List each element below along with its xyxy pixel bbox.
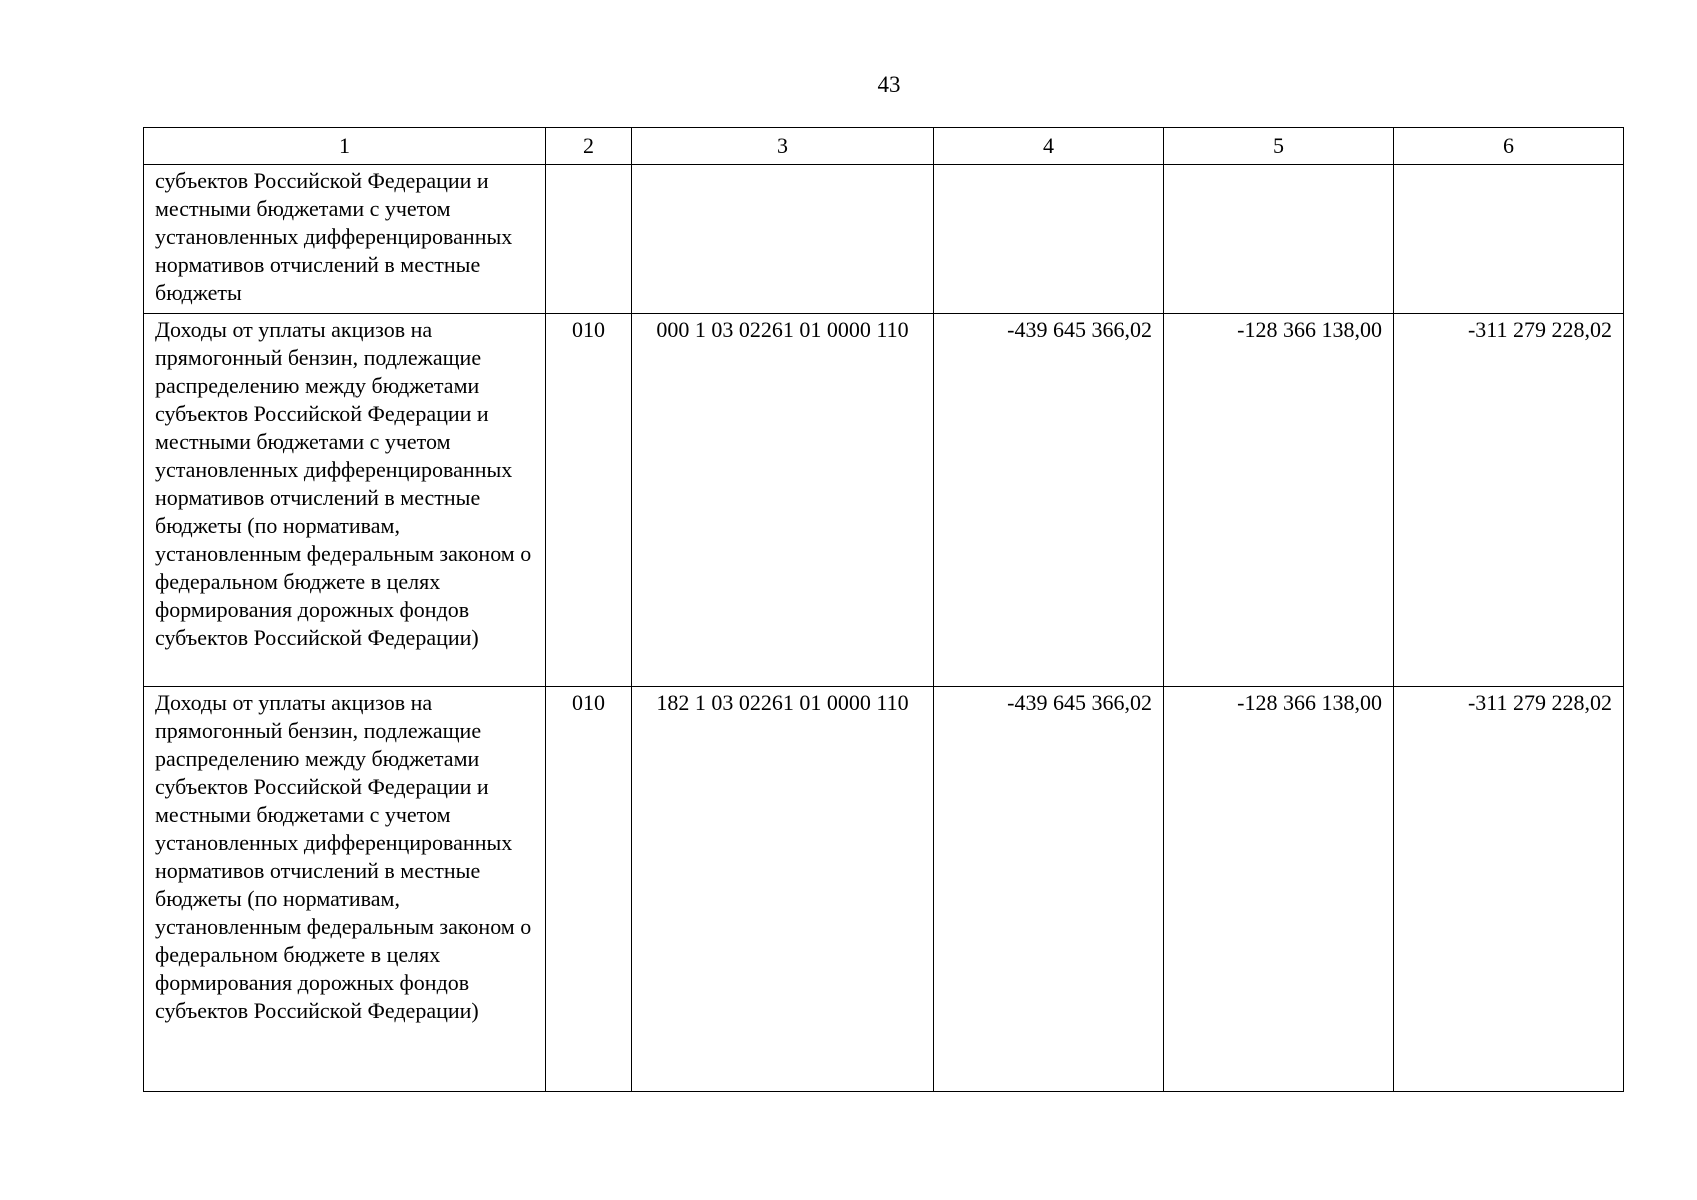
- description-text: Доходы от уплаты акцизов на прямогонный бензин, подлежащие распределению между бюджетами субъектов Российской Федерации и местными бюджетами с учетом установленных дифференцированных нормативов отчислений в местные бюджеты (по нормативам, установленным федеральным законом о федеральном бюджете в целях формирования дорожных фондов субъектов Российской Федерации): [155, 317, 532, 650]
- column-header-6: 6: [1394, 128, 1624, 165]
- row-col4: -439 645 366,02: [934, 687, 1164, 1092]
- column-header-3: 3: [632, 128, 934, 165]
- row-description: [144, 165, 546, 314]
- row-col4: [934, 165, 1164, 314]
- row-col5: [1164, 165, 1394, 314]
- row-col4: -439 645 366,02: [934, 314, 1164, 687]
- description-text: субъектов Российской Федерации и местными бюджетами с учетом установленных дифференцированных нормативов отчислений в местные бюджеты: [155, 168, 513, 305]
- description-text: Доходы от уплаты акцизов на прямогонный бензин, подлежащие распределению между бюджетами субъектов Российской Федерации и местными бюджетами с учетом установленных дифференцированных нормативов отчислений в местные бюджеты (по нормативам, установленным федеральным законом о федеральном бюджете в целях формирования дорожных фондов субъектов Российской Федерации): [155, 690, 532, 1023]
- row-code: [632, 165, 934, 314]
- row-code: 000 1 03 02261 01 0000 110: [632, 314, 934, 687]
- column-header-1: 1: [144, 128, 546, 165]
- row-col2: 010: [546, 314, 632, 687]
- row-description: [144, 314, 546, 687]
- table-row: [144, 687, 1624, 1092]
- row-col5: -128 366 138,00: [1164, 314, 1394, 687]
- row-col6: -311 279 228,02: [1394, 687, 1624, 1092]
- row-col5: -128 366 138,00: [1164, 687, 1394, 1092]
- column-header-4: 4: [934, 128, 1164, 165]
- table-row: [144, 314, 1624, 687]
- revenue-table: [143, 127, 1624, 1092]
- row-code: 182 1 03 02261 01 0000 110: [632, 687, 934, 1092]
- table-header-row: [144, 128, 1624, 165]
- row-col6: [1394, 165, 1624, 314]
- row-description: [144, 687, 546, 1092]
- column-header-2: 2: [546, 128, 632, 165]
- column-header-5: 5: [1164, 128, 1394, 165]
- row-col2: [546, 165, 632, 314]
- row-col2: 010: [546, 687, 632, 1092]
- row-col6: -311 279 228,02: [1394, 314, 1624, 687]
- table-row: [144, 165, 1624, 314]
- page-number: 43: [877, 72, 901, 97]
